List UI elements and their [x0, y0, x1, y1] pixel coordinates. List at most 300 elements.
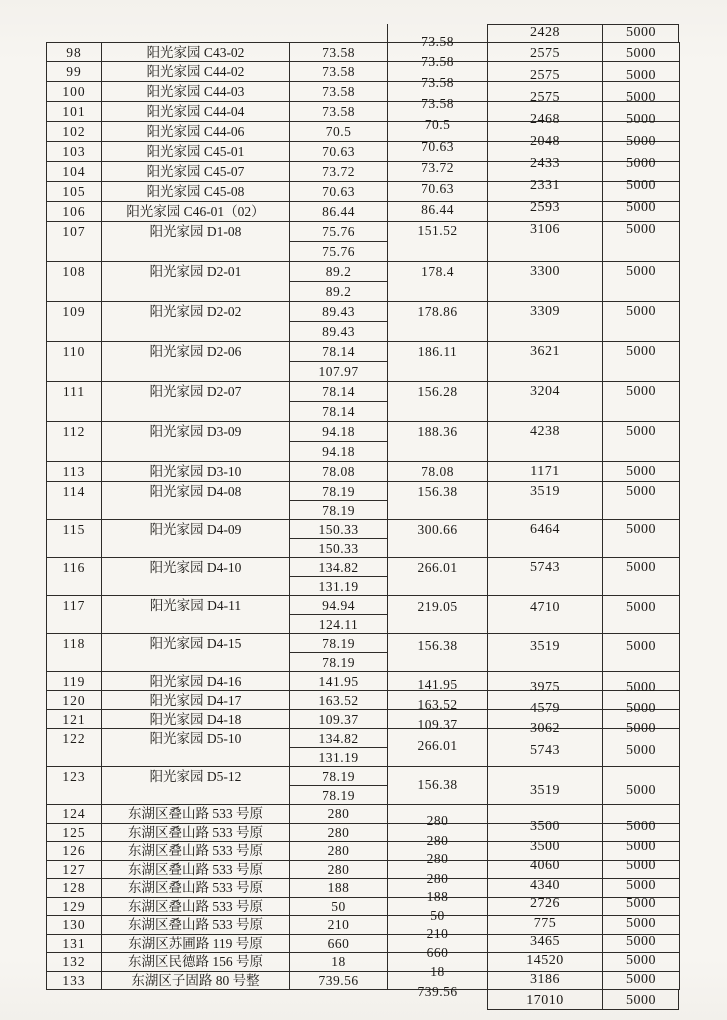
deposit-value: 5000 [626, 838, 656, 854]
amount-value: 3500 [530, 819, 560, 834]
total-area-cell [388, 222, 488, 262]
unit-area-cell [290, 710, 388, 729]
unit-area-cell [290, 898, 388, 917]
amount-value: 2048 [530, 134, 560, 149]
unit-area-cell [290, 382, 388, 422]
total-value: 70.63 [421, 139, 454, 154]
total-value: 73.58 [421, 96, 454, 111]
unit-area-value: 280 [327, 861, 350, 877]
deposit-value: 5000 [626, 90, 656, 105]
table-row [46, 462, 686, 482]
table-row [46, 482, 686, 520]
deposit-value: 5000 [626, 25, 656, 40]
property-name-cell: 阳光家园 C45-01 [102, 142, 290, 162]
deposit-value: 5000 [626, 384, 656, 399]
unit-area-cell [290, 596, 388, 634]
total-value: 70.63 [421, 181, 454, 196]
unit-area-value: 280 [327, 806, 350, 821]
unit-area-value: 94.18 [322, 444, 355, 459]
total-area-cell [388, 202, 488, 222]
amount-value: 2575 [530, 90, 560, 105]
amount-cell [488, 596, 603, 634]
total-value: 660 [426, 944, 449, 960]
deposit-cell [603, 342, 680, 382]
deposit-cell [603, 805, 680, 834]
total-area-cell [388, 634, 488, 672]
row-number-cell: 109 [46, 302, 102, 342]
deposit-value: 5000 [626, 896, 656, 911]
total-area-cell [388, 302, 488, 342]
row-number-cell: 110 [46, 342, 102, 382]
amount-value: 3519 [530, 783, 560, 798]
amount-value: 2593 [530, 200, 560, 215]
amount-value: 775 [533, 915, 557, 931]
unit-area-value: 163.52 [318, 693, 359, 708]
amount-value: 3300 [530, 264, 560, 279]
total-area-cell [388, 805, 488, 828]
property-name-cell: 阳光家园 D4-10 [102, 558, 290, 596]
unit-area-value: 280 [327, 824, 350, 840]
unit-area-cell [290, 729, 388, 767]
total-value: 300.66 [417, 522, 458, 537]
unit-area-value: 78.14 [322, 404, 355, 419]
amount-value: 5743 [530, 560, 560, 575]
unit-area-cell [290, 262, 388, 302]
unit-area-cell [290, 462, 388, 482]
deposit-value: 5000 [626, 972, 656, 987]
amount-value: 4238 [530, 424, 560, 439]
deposit-value: 5000 [626, 858, 656, 873]
deposit-cell [603, 558, 680, 596]
unit-area-cell [290, 672, 388, 691]
row-number-cell: 114 [46, 482, 102, 520]
amount-value: 2726 [530, 896, 560, 911]
unit-area-value: 70.63 [322, 144, 355, 159]
unit-area-cell [290, 634, 388, 672]
unit-area-cell [290, 767, 388, 805]
unit-area-cell [290, 302, 388, 342]
unit-area-value: 86.44 [322, 204, 355, 219]
row-number-cell: 127 [46, 861, 102, 880]
total-value: 18 [430, 964, 445, 979]
unit-area-value: 739.56 [318, 972, 359, 988]
deposit-value: 5000 [626, 112, 656, 127]
row-number-cell: 113 [46, 462, 102, 482]
amount-value: 3106 [530, 222, 560, 237]
amount-cell [488, 382, 603, 422]
deposit-value: 5000 [626, 46, 656, 61]
unit-area-value: 78.14 [290, 342, 387, 362]
row-number-cell: 116 [46, 558, 102, 596]
total-value: 156.38 [417, 777, 458, 792]
total-area-cell [388, 672, 488, 691]
unit-area-value: 89.2 [325, 284, 352, 299]
total-value: 73.58 [421, 54, 454, 69]
deposit-value: 5000 [626, 134, 656, 149]
property-name-cell: 阳光家园 D4-09 [102, 520, 290, 558]
amount-cell [488, 672, 603, 695]
deposit-value: 5000 [626, 344, 656, 359]
property-name-cell: 东湖区苏圃路 119 号原 [102, 935, 290, 954]
deposit-value: 5000 [626, 721, 656, 736]
unit-area-value: 73.58 [322, 64, 355, 79]
amount-value: 3975 [530, 680, 560, 695]
amount-cell [488, 462, 603, 482]
unit-area-cell [290, 520, 388, 558]
property-name-cell: 阳光家园 D1-08 [102, 222, 290, 262]
property-name-cell: 阳光家园 D2-06 [102, 342, 290, 382]
deposit-value: 5000 [626, 178, 656, 193]
deposit-value: 5000 [626, 600, 656, 615]
unit-area-value: 78.19 [290, 767, 387, 786]
unit-area-value: 78.19 [322, 503, 355, 518]
property-name-cell: 东湖区叠山路 533 号原 [102, 824, 290, 843]
property-name-cell: 东湖区民德路 156 号原 [102, 953, 290, 972]
table-body [46, 25, 686, 1008]
unit-area-cell [290, 916, 388, 935]
deposit-cell [603, 202, 680, 222]
row-number-cell: 117 [46, 596, 102, 634]
property-name-cell: 东湖区叠山路 533 号原 [102, 805, 290, 824]
amount-value: 3519 [530, 484, 560, 499]
property-name-cell: 阳光家园 D4-18 [102, 710, 290, 729]
total-value: 188 [426, 889, 449, 904]
property-name-cell: 东湖区叠山路 533 号原 [102, 879, 290, 898]
unit-area-cell [290, 342, 388, 382]
property-name-cell: 东湖区叠山路 533 号原 [102, 861, 290, 880]
unit-area-value: 94.18 [290, 422, 387, 442]
unit-area-value: 280 [327, 843, 350, 858]
total-value: 86.44 [421, 202, 454, 217]
total-area-cell [388, 729, 488, 767]
rental-units-table [46, 24, 686, 1010]
row-number-cell: 123 [46, 767, 102, 805]
amount-value: 2575 [530, 68, 560, 83]
unit-area-value: 75.76 [322, 244, 355, 259]
amount-cell [488, 482, 603, 520]
deposit-value: 5000 [626, 934, 656, 949]
unit-area-value: 73.58 [322, 84, 355, 99]
row-number-cell: 118 [46, 634, 102, 672]
unit-area-value: 70.5 [325, 124, 352, 139]
property-name-cell: 阳光家园 D5-12 [102, 767, 290, 805]
deposit-value: 5000 [626, 639, 656, 654]
property-name-cell: 阳光家园 D3-10 [102, 462, 290, 482]
deposit-value: 5000 [626, 952, 656, 968]
deposit-value: 5000 [626, 264, 656, 279]
table-row [46, 672, 686, 695]
deposit-cell [603, 672, 680, 695]
amount-value: 3204 [530, 384, 560, 399]
amount-value: 6464 [530, 522, 560, 537]
deposit-cell [603, 482, 680, 520]
deposit-value: 5000 [626, 915, 656, 931]
table-row [46, 302, 686, 342]
unit-area-value: 73.72 [322, 164, 355, 179]
total-value: 178.4 [421, 264, 454, 279]
total-area-cell [388, 596, 488, 634]
deposit-cell [603, 262, 680, 302]
amount-value: 2575 [530, 46, 560, 61]
deposit-value: 5000 [626, 68, 656, 83]
deposit-value: 5000 [626, 743, 656, 758]
unit-area-value: 134.82 [290, 729, 387, 748]
table-row [46, 222, 686, 262]
total-value: 178.86 [417, 304, 458, 319]
total-value: 280 [426, 851, 449, 866]
row-number-cell: 105 [46, 182, 102, 202]
total-value: 73.72 [421, 160, 454, 175]
total-area-cell [388, 482, 488, 520]
unit-area-value: 89.2 [290, 262, 387, 282]
total-area-cell [388, 520, 488, 558]
unit-area-value: 50 [331, 898, 346, 914]
property-name-cell: 阳光家园 C45-07 [102, 162, 290, 182]
unit-area-value: 78.19 [322, 655, 355, 670]
row-number-cell: 131 [46, 935, 102, 954]
unit-area-value: 78.19 [290, 482, 387, 501]
unit-area-cell [290, 102, 388, 122]
deposit-value: 5000 [626, 304, 656, 319]
table-row [46, 767, 686, 805]
total-area-cell [388, 558, 488, 596]
total-value: 109.37 [417, 717, 458, 732]
row-number-cell: 101 [46, 102, 102, 122]
unit-area-value: 73.58 [322, 104, 355, 119]
total-value: 73.58 [421, 75, 454, 90]
total-area-cell [388, 767, 488, 805]
row-number-cell: 104 [46, 162, 102, 182]
deposit-value: 5000 [626, 877, 656, 893]
unit-area-cell [290, 805, 388, 824]
unit-area-cell [290, 182, 388, 202]
deposit-value: 5000 [626, 992, 656, 1008]
unit-area-cell [290, 142, 388, 162]
property-name-cell: 阳光家园 D4-17 [102, 691, 290, 710]
amount-value: 4579 [530, 701, 560, 716]
property-name-cell: 阳光家园 C44-06 [102, 122, 290, 142]
amount-cell [488, 805, 603, 834]
row-number-cell: 102 [46, 122, 102, 142]
unit-area-value: 150.33 [318, 541, 359, 556]
table-row [46, 382, 686, 422]
amount-value: 2331 [530, 178, 560, 193]
amount-value: 3309 [530, 304, 560, 319]
unit-area-cell [290, 972, 388, 991]
unit-area-cell [290, 62, 388, 82]
property-name-cell: 阳光家园 D4-15 [102, 634, 290, 672]
deposit-value: 5000 [626, 156, 656, 171]
unit-area-cell [290, 953, 388, 972]
unit-area-cell [290, 558, 388, 596]
property-name-cell: 阳光家园 D4-11 [102, 596, 290, 634]
deposit-cell [603, 222, 680, 262]
amount-cell [488, 202, 603, 222]
unit-area-cell [290, 842, 388, 861]
property-name-cell: 阳光家园 D4-16 [102, 672, 290, 691]
row-number-cell: 125 [46, 824, 102, 843]
total-value: 163.52 [417, 697, 458, 712]
total-value: 266.01 [417, 738, 458, 753]
row-number-cell: 107 [46, 222, 102, 262]
table-row [46, 342, 686, 382]
amount-value: 3186 [530, 972, 560, 987]
unit-area-cell [290, 935, 388, 954]
total-area-cell [388, 182, 488, 202]
property-name-cell: 阳光家园 D2-02 [102, 302, 290, 342]
amount-cell [488, 520, 603, 558]
table-row [46, 520, 686, 558]
unit-area-value: 78.19 [290, 634, 387, 653]
amount-value: 4340 [530, 877, 560, 893]
unit-area-value: 78.19 [322, 788, 355, 803]
property-name-cell: 东湖区子固路 80 号整 [102, 972, 290, 991]
amount-cell [488, 767, 603, 805]
unit-area-value: 134.82 [290, 558, 387, 577]
unit-area-value: 94.94 [290, 596, 387, 615]
unit-area-value: 75.76 [290, 222, 387, 242]
unit-area-value: 188 [327, 880, 350, 895]
total-value: 156.38 [417, 638, 458, 653]
unit-area-cell [290, 202, 388, 222]
table-row [46, 422, 686, 462]
amount-cell [488, 262, 603, 302]
row-number-cell: 103 [46, 142, 102, 162]
unit-area-cell [290, 879, 388, 898]
deposit-cell [603, 767, 680, 805]
amount-cell [488, 222, 603, 262]
row-number-cell: 128 [46, 879, 102, 898]
row-number-cell: 115 [46, 520, 102, 558]
row-number-cell: 100 [46, 82, 102, 102]
unit-area-value: 131.19 [318, 579, 359, 594]
row-number-cell: 124 [46, 805, 102, 824]
total-value: 188.36 [417, 424, 458, 439]
row-number-cell: 108 [46, 262, 102, 302]
property-name-cell: 阳光家园 D4-08 [102, 482, 290, 520]
amount-value: 17010 [526, 992, 564, 1008]
amount-cell [488, 558, 603, 596]
unit-area-value: 73.58 [322, 45, 355, 60]
amount-value: 4060 [530, 858, 560, 873]
property-name-cell: 阳光家园 C45-08 [102, 182, 290, 202]
row-number-cell: 111 [46, 382, 102, 422]
property-name-cell: 阳光家园 C43-02 [102, 42, 290, 62]
total-area-cell [388, 342, 488, 382]
amount-value: 2468 [530, 112, 560, 127]
amount-value: 5743 [530, 743, 560, 758]
property-name-cell: 阳光家园 C44-03 [102, 82, 290, 102]
row-number-cell: 129 [46, 898, 102, 917]
unit-area-cell [290, 222, 388, 262]
deposit-cell [603, 520, 680, 558]
unit-area-value: 660 [327, 935, 350, 951]
amount-value: 3519 [530, 639, 560, 654]
unit-area-value: 18 [331, 954, 346, 969]
amount-value: 3500 [530, 838, 560, 854]
amount-value: 4710 [530, 600, 560, 615]
deposit-cell [603, 596, 680, 634]
total-area-cell [388, 262, 488, 302]
amount-value: 3465 [530, 934, 560, 949]
table-row [46, 634, 686, 672]
property-name-cell: 阳光家园 D2-07 [102, 382, 290, 422]
unit-area-value: 70.63 [322, 184, 355, 199]
total-value: 50 [430, 907, 445, 923]
unit-area-value: 89.43 [290, 302, 387, 322]
unit-area-value: 141.95 [318, 674, 359, 689]
total-value: 141.95 [417, 677, 458, 692]
row-number-cell: 112 [46, 422, 102, 462]
row-number-cell: 126 [46, 842, 102, 861]
unit-area-cell [290, 861, 388, 880]
unit-area-cell [290, 42, 388, 62]
amount-value: 2428 [530, 25, 560, 40]
property-name-cell: 阳光家园 C46-01（02） [102, 202, 290, 222]
unit-area-cell [290, 82, 388, 102]
deposit-value: 5000 [626, 464, 656, 479]
deposit-value: 5000 [626, 222, 656, 237]
amount-value: 3062 [530, 721, 560, 736]
property-name-cell: 东湖区叠山路 533 号原 [102, 916, 290, 935]
row-number-cell: 133 [46, 972, 102, 991]
deposit-value: 5000 [626, 701, 656, 716]
total-value: 210 [426, 926, 449, 941]
amount-value: 3621 [530, 344, 560, 359]
deposit-value: 5000 [626, 522, 656, 537]
row-number-cell: 106 [46, 202, 102, 222]
total-value: 280 [426, 832, 449, 848]
deposit-value: 5000 [626, 200, 656, 215]
deposit-value: 5000 [626, 819, 656, 834]
total-area-cell [388, 422, 488, 462]
unit-area-value: 150.33 [290, 520, 387, 539]
property-name-cell: 阳光家园 D5-10 [102, 729, 290, 767]
top-partial-spacer [46, 24, 387, 42]
row-number-cell: 132 [46, 953, 102, 972]
total-value: 156.28 [417, 384, 458, 399]
amount-cell [488, 342, 603, 382]
row-number-cell: 119 [46, 672, 102, 691]
deposit-cell [603, 382, 680, 422]
total-value: 739.56 [417, 983, 458, 999]
deposit-cell [603, 302, 680, 342]
amount-value: 14520 [526, 952, 564, 968]
total-value: 73.58 [421, 34, 454, 49]
unit-area-value: 109.37 [318, 712, 359, 727]
total-value: 280 [426, 813, 449, 828]
total-area-cell [388, 462, 488, 482]
total-value: 280 [426, 870, 449, 886]
unit-area-cell [290, 162, 388, 182]
row-number-cell: 121 [46, 710, 102, 729]
unit-area-value: 124.11 [318, 617, 359, 632]
deposit-value: 5000 [626, 484, 656, 499]
total-value: 70.5 [424, 117, 451, 132]
deposit-value: 5000 [626, 783, 656, 798]
row-number-cell: 120 [46, 691, 102, 710]
table-row [46, 202, 686, 222]
amount-value: 1171 [530, 464, 560, 479]
unit-area-cell [290, 691, 388, 710]
deposit-value: 5000 [626, 560, 656, 575]
deposit-cell [603, 422, 680, 462]
deposit-cell [603, 462, 680, 482]
row-number-cell: 98 [46, 42, 102, 62]
unit-area-cell [290, 422, 388, 462]
total-value: 219.05 [417, 599, 458, 614]
property-name-cell: 阳光家园 D2-01 [102, 262, 290, 302]
